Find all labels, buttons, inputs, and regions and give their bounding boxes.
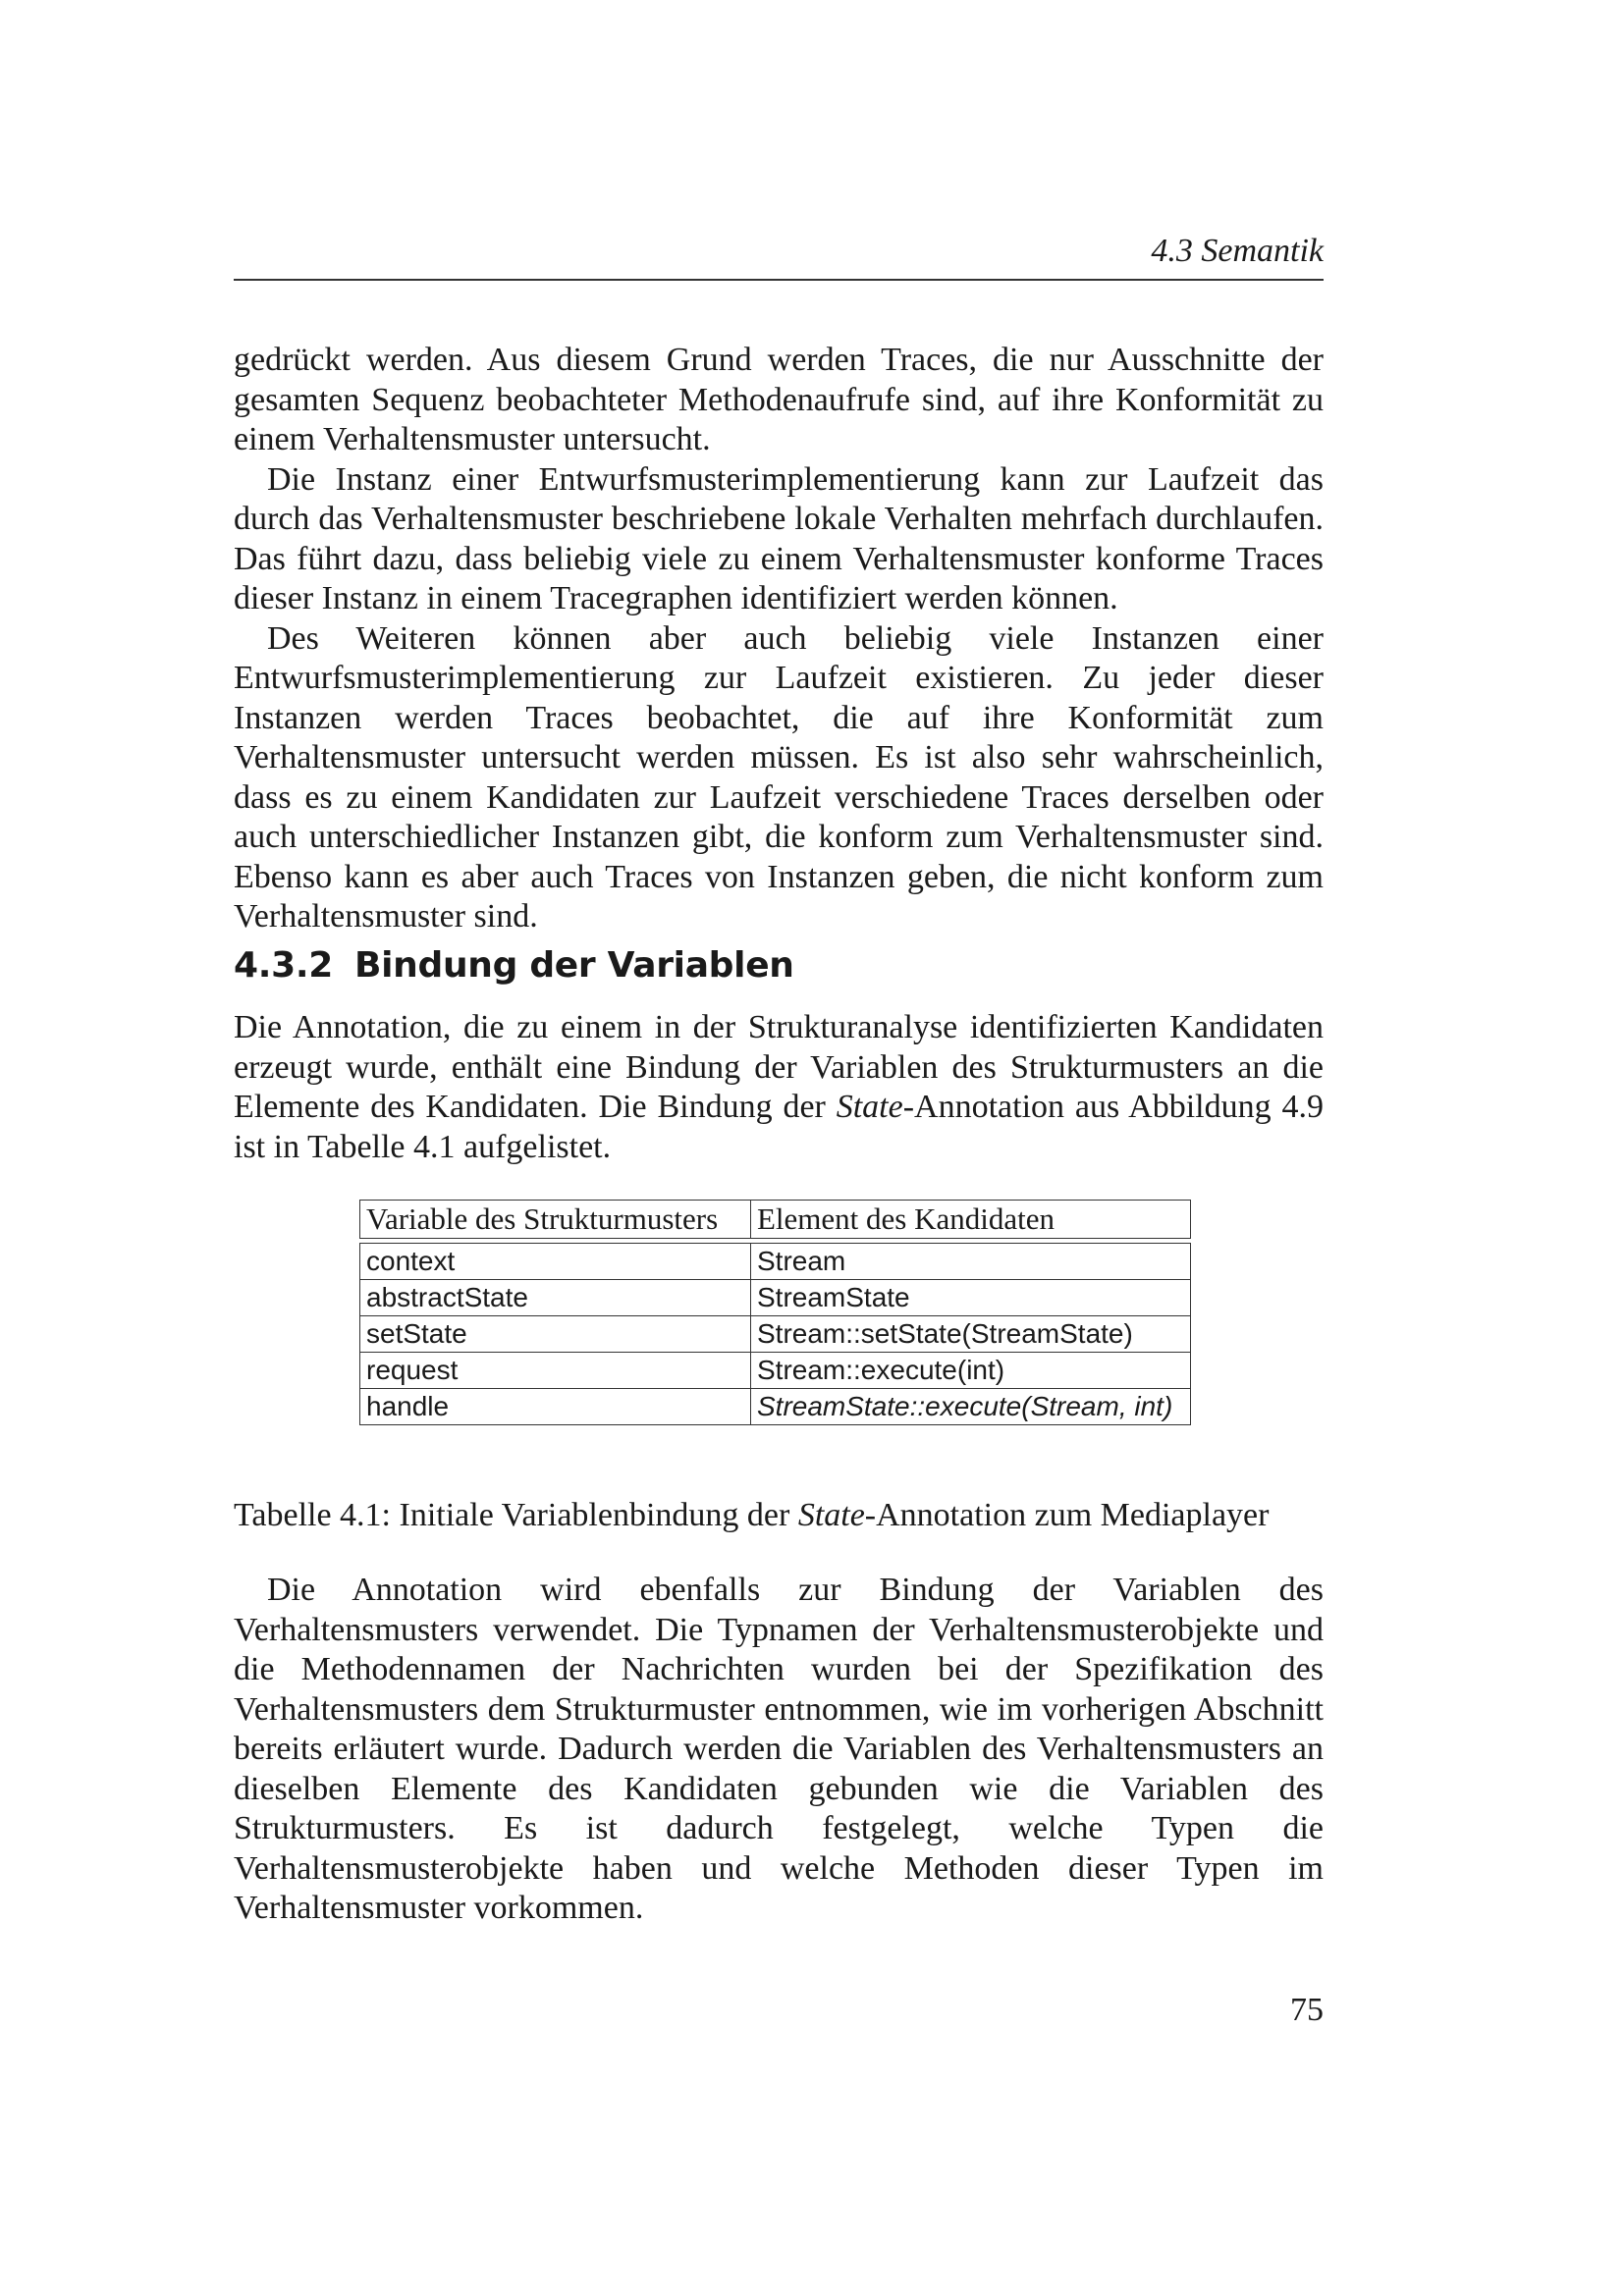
table-row [359,1280,1191,1316]
table-cell-element: Stream::execute(int) [750,1353,1191,1389]
page-number: 75 [1290,1992,1324,2028]
section-heading [234,944,794,988]
variable-binding-table [359,1200,1191,1425]
intro-text-part2: -Annotation aus Abbildung 4.9 ist in Tabelle 4.1 aufgelistet. [234,1089,1324,1165]
table-cell-variable: handle [359,1389,750,1425]
header-title: 4.3 Semantik [1151,233,1324,269]
section-number: 4.3.2 [234,945,333,986]
body-text-bottom [234,1571,1324,1929]
table-header-variable: Variable des Strukturmusters [359,1200,750,1239]
table-cell-element: StreamState::execute(Stream, int) [750,1389,1191,1425]
paragraph-behaviour-binding: Die Annotation wird ebenfalls zur Bindung der Variablen des Verhaltensmusters verwendet. Die Typnamen der Verhaltensmusterobjekte und die Methodennamen der Nachrichten wurden bei der Spezifikation des Verhaltensmusters dem Strukturmuster entnommen, wie im vorherigen Abschnitt bereits erläutert wurde. Dadurch werden die Variablen des Verhaltensmusters an dieselben Elemente des Kandidaten gebunden wie die Variablen des Strukturmusters. Es ist dadurch festgelegt, welche Typen die Verhaltensmusterobjekte haben und welche Methoden dieser Typen im Verhaltensmuster vorkommen. [234,1572,1324,1926]
paragraph-instance-behaviour: Die Instanz einer Entwurfsmusterimplementierung kann zur Laufzeit das durch das Verhaltensmuster beschriebene lokale Verhalten mehrfach durchlaufen. Das führt dazu, dass beliebig viele zu einem Verhaltensmuster konforme Traces dieser Instanz in einem Tracegraphen identifiziert werden können. [234,460,1324,616]
caption-text-part2: -Annotation zum Mediaplayer [864,1497,1270,1533]
section-intro [234,1008,1324,1167]
paragraph-intro [234,1008,1324,1167]
table-cell-element: Stream [750,1243,1191,1280]
table-row [359,1353,1191,1389]
caption-emphasis: State [797,1497,865,1533]
table-cell-variable: request [359,1353,750,1389]
table-caption [234,1496,1324,1535]
binding-table [359,1200,1191,1425]
running-header [234,228,1324,281]
intro-emphasis: State [836,1089,903,1125]
table-cell-variable: context [359,1243,750,1280]
table-cell-element: Stream::setState(StreamState) [750,1316,1191,1353]
body-text-top [234,341,1324,937]
table-cell-variable: abstractState [359,1280,750,1316]
intro-text-part1: Die Annotation, die zu einem in der Strukturanalyse identifizierten Kandidaten erzeugt wurde, enthält eine Bindung der Variablen des Strukturmusters an die Elemente des Kandidaten. Die Bindung der [234,1009,1324,1125]
table-row [359,1243,1191,1280]
table-row [359,1389,1191,1425]
table-cell-element: StreamState [750,1280,1191,1316]
section-title: Bindung der Variablen [354,945,794,986]
table-header-row [359,1200,1191,1239]
paragraph-multiple-instances: Des Weiteren können aber auch beliebig viele Instanzen einer Entwurfsmusterimplementierung zur Laufzeit existieren. Zu jeder dieser Instanzen werden Traces beobachtet, die auf ihre Konformität zum Verhaltensmuster untersucht werden müssen. Es ist also sehr wahrscheinlich, dass es zu einem Kandidaten zur Laufzeit verschiedene Traces derselben oder auch unterschiedlicher Instanzen gibt, die konform zum Verhaltensmuster sind. Ebenso kann es aber auch Traces von Instanzen geben, die nicht konform zum Verhaltensmuster sind. [234,619,1324,934]
table-row [359,1316,1191,1353]
table-header-element: Element des Kandidaten [750,1200,1191,1239]
table-cell-variable: setState [359,1316,750,1353]
paragraph-continued: gedrückt werden. Aus diesem Grund werden Traces, die nur Ausschnitte der gesamten Sequenz beobachteter Methodenaufrufe sind, auf ihre Konformität zu einem Verhaltensmuster untersucht. [234,342,1324,457]
caption-text-part1: Tabelle 4.1: Initiale Variablenbindung der [234,1497,798,1533]
